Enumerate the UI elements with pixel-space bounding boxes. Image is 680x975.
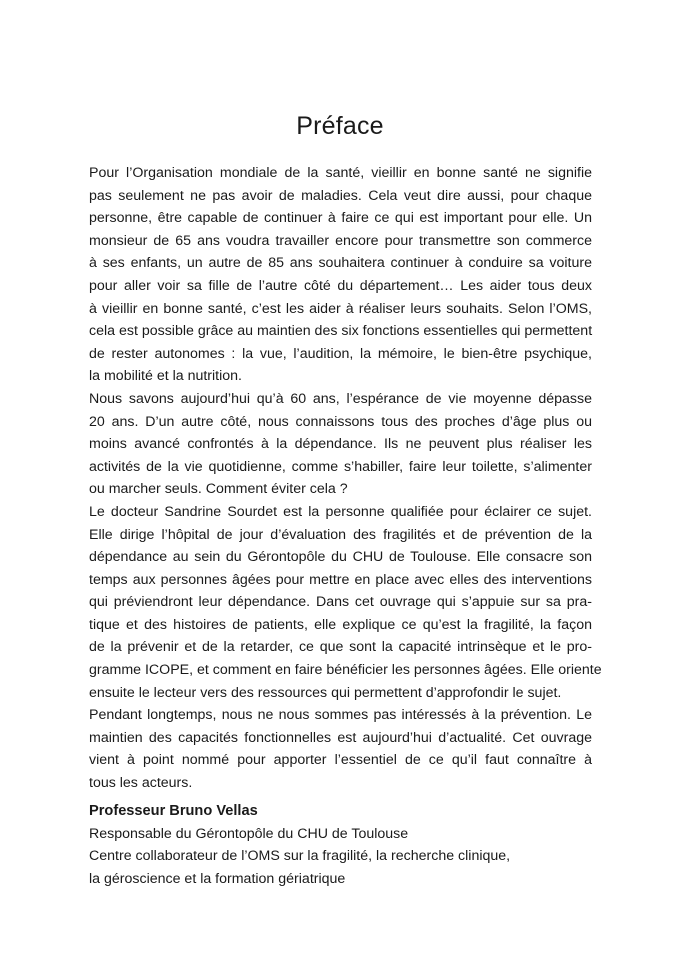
text-line: temps aux personnes âgées pour mettre en place avec elles des interventions [89, 571, 592, 588]
signatory-role-line: la géroscience et la formation gériatrique [89, 870, 346, 887]
text-line: moins avancé confrontés à la dépendance. Ils ne peuvent plus réaliser les [89, 436, 592, 453]
paragraph-life-expectancy [89, 388, 592, 501]
text-line: maintien des capacités fonctionnelles est aujourd’hui d’actualité. Cet ouvrage [89, 729, 592, 746]
text-line: pas seulement ne pas avoir de maladies. Cela veut dire aussi, pour chaque [89, 187, 592, 204]
text-line: personne, être capable de continuer à faire ce qui est important pour elle. Un [89, 210, 592, 227]
text-line: Pendant longtemps, nous ne nous sommes pas intéressés à la prévention. Le [89, 707, 592, 724]
text-line: tous les acteurs. [89, 775, 193, 792]
text-line: dépendance au sein du Gérontopôle du CHU de Toulouse. Elle consacre son [89, 549, 592, 566]
text-line: à vieillir en bonne santé, c’est les aider à réaliser leurs souhaits. Selon l’OMS, [89, 300, 592, 317]
text-line: monsieur de 65 ans voudra travailler encore pour transmettre son commerce [89, 232, 592, 249]
text-line: pour aller voir sa fille de l’autre côté du département… Les aider tous deux [89, 277, 592, 294]
text-line: qui préviendront leur dépendance. Dans cet ouvrage qui s’appuie sur sa pra- [89, 594, 592, 611]
paragraph-author-intro [89, 501, 602, 704]
signatory-role-line: Centre collaborateur de l’OMS sur la fragilité, la recherche clinique, [89, 848, 511, 865]
signatory-name: Professeur Bruno Vellas [89, 803, 258, 819]
text-line: activités de la vie quotidienne, comme s’habiller, faire leur toilette, s’alimenter [89, 458, 592, 475]
text-line: de rester autonomes : la vue, l’audition, la mémoire, le bien-être psychique, [89, 345, 592, 362]
text-line: ensuite le lecteur vers des ressources qui permettent d’approfondir le sujet. [89, 684, 562, 701]
text-line: Pour l’Organisation mondiale de la santé, vieillir en bonne santé ne signifie [89, 165, 592, 181]
text-line: 20 ans. D’un autre côté, nous connaissons tous des proches d’âge plus ou [89, 413, 592, 430]
preface-body [89, 162, 602, 795]
text-line: à ses enfants, un autre de 85 ans souhaitera continuer à conduire sa voiture [89, 255, 592, 272]
paragraph-who-definition [89, 162, 592, 388]
text-line: vient à point nommé pour apporter l’essentiel de ce qu’il faut connaître à [89, 752, 592, 769]
text-line: tique et des histoires de patients, elle explique ce qu’est la fragilité, la façon [89, 616, 592, 633]
text-line: la mobilité et la nutrition. [89, 368, 242, 385]
text-line: Elle dirige l’hôpital de jour d’évaluation des fragilités et de prévention de la [89, 526, 592, 543]
paragraph-prevention [89, 704, 592, 794]
text-line: Nous savons aujourd’hui qu’à 60 ans, l’espérance de vie moyenne dépasse [89, 390, 592, 407]
text-line: Le docteur Sandrine Sourdet est la personne qualifiée pour éclairer ce sujet. [89, 503, 592, 520]
signature-block [89, 800, 592, 890]
text-line: gramme ICOPE, et comment en faire bénéficier les personnes âgées. Elle oriente [89, 662, 602, 679]
text-line: de la prévenir et de la retarder, ce que sont la capacité intrinsèque et le pro- [89, 639, 592, 656]
page-title: Préface [296, 112, 384, 140]
signatory-role-line: Responsable du Gérontopôle du CHU de Toulouse [89, 825, 409, 842]
text-line: ou marcher seuls. Comment éviter cela ? [89, 481, 348, 498]
text-line: cela est possible grâce au maintien des six fonctions essentielles qui permettent [89, 323, 593, 340]
